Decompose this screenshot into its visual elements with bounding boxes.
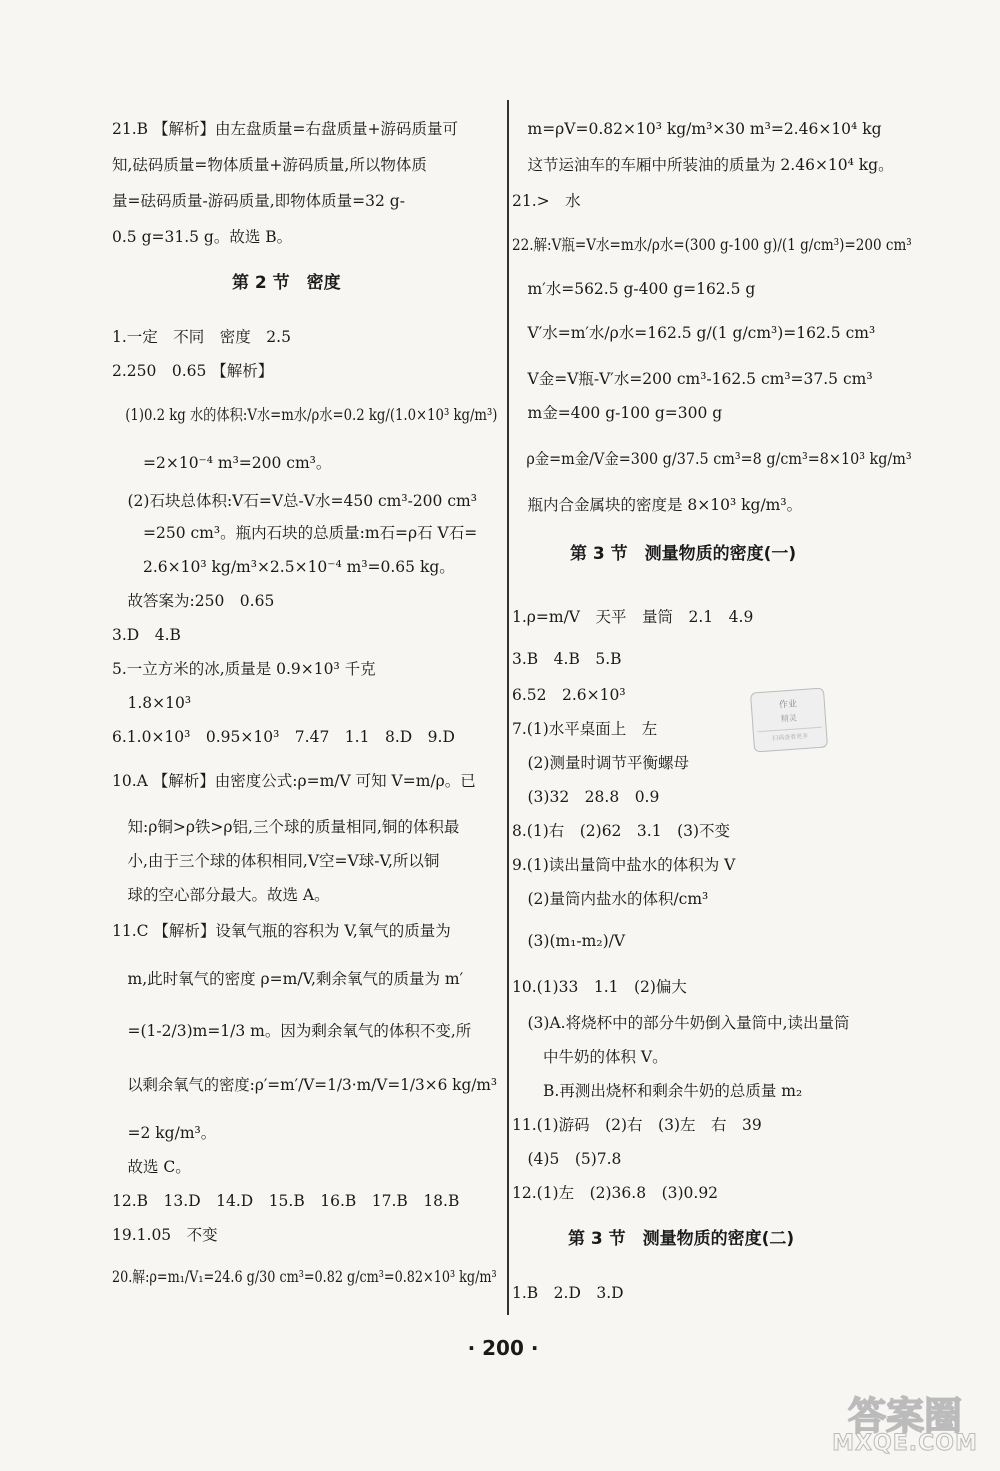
stamp-line3: 扫码查看更多 [758,727,823,743]
answer-line: 1.ρ=m/V 天平 量筒 2.1 4.9 [512,608,754,626]
answer-line: m′水=562.5 g-400 g=162.5 g [512,280,756,298]
answer-line: 21.B 【解析】由左盘质量=右盘质量+游码质量可 [112,120,458,138]
answer-line: 6.1.0×10³ 0.95×10³ 7.47 1.1 8.D 9.D [112,728,455,746]
answer-line: 20.解:ρ=m₁/V₁=24.6 g/30 cm³=0.82 g/cm³=0.82×10³ kg/m³ [112,1268,497,1286]
watermark-line2: MXQE.COM [832,1431,978,1456]
answer-line: 7.(1)水平桌面上 左 [512,720,658,738]
answer-line: 中牛奶的体积 V。 [512,1048,668,1066]
answer-line: 1.8×10³ [112,694,192,712]
answer-line: 2.250 0.65 【解析】 [112,362,274,380]
answer-line: =(1-2/3)m=1/3 m。因为剩余氧气的体积不变,所 [112,1022,472,1040]
answer-line: (2)量筒内盐水的体积/cm³ [512,890,709,908]
section-heading-measure-density-2: 第 3 节 测量物质的密度(二) [568,1229,795,1249]
answer-line: V′水=m′水/ρ水=162.5 g/(1 g/cm³)=162.5 cm³ [512,324,876,342]
answer-line: 故答案为:250 0.65 [112,592,275,610]
answer-line: 22.解:V瓶=V水=m水/ρ水=(300 g-100 g)/(1 g/cm³)=200 cm³ [512,236,912,254]
answer-line: 11.C 【解析】设氧气瓶的容积为 V,氧气的质量为 [112,922,451,940]
answer-line: 6.52 2.6×10³ [512,686,626,704]
answer-line: 球的空心部分最大。故选 A。 [112,886,330,904]
answer-line: 9.(1)读出量筒中盐水的体积为 V [512,856,736,874]
answer-line: 11.(1)游码 (2)右 (3)左 右 39 [512,1116,762,1134]
column-divider [507,100,509,1315]
answer-line: 21.> 水 [512,192,581,210]
answer-line: 以剩余氧气的密度:ρ′=m′/V=1/3·m/V=1/3×6 kg/m³ [112,1076,498,1094]
answer-line: 19.1.05 不变 [112,1226,218,1244]
answer-line: 瓶内合金属块的密度是 8×10³ kg/m³。 [512,496,803,514]
answer-line: 这节运油车的车厢中所装油的质量为 2.46×10⁴ kg。 [512,156,894,174]
answer-line: (2)石块总体积:V石=V总-V水=450 cm³-200 cm³ [112,492,477,510]
stamp-line1: 作业 [778,699,798,711]
answer-line: V金=V瓶-V′水=200 cm³-162.5 cm³=37.5 cm³ [512,370,873,388]
answer-line: 0.5 g=31.5 g。故选 B。 [112,228,293,246]
answer-line: 10.A 【解析】由密度公式:ρ=m/V 可知 V=m/ρ。已 [112,772,476,790]
answer-line: 故选 C。 [112,1158,191,1176]
answer-line: 8.(1)右 (2)62 3.1 (3)不变 [512,822,731,840]
answer-line: m=ρV=0.82×10³ kg/m³×30 m³=2.46×10⁴ kg [512,120,882,138]
answer-line: 12.B 13.D 14.D 15.B 16.B 17.B 18.B [112,1192,460,1210]
answer-line: 知,砝码质量=物体质量+游码质量,所以物体质 [112,156,427,174]
answer-line: (4)5 (5)7.8 [512,1150,622,1168]
answer-line: (3)32 28.8 0.9 [512,788,660,806]
answer-line: m,此时氧气的密度 ρ=m/V,剩余氧气的质量为 m′ [112,970,464,988]
answer-line: (2)测量时调节平衡螺母 [512,754,689,772]
answer-line: ρ金=m金/V金=300 g/37.5 cm³=8 g/cm³=8×10³ kg/m³ [512,450,912,468]
answer-line: 知:ρ铜>ρ铁>ρ铝,三个球的质量相同,铜的体积最 [112,818,460,836]
answer-line: 5.一立方米的冰,质量是 0.9×10³ 千克 [112,660,376,678]
section-heading-density: 第 2 节 密度 [232,273,341,293]
answer-line: 12.(1)左 (2)36.8 (3)0.92 [512,1184,719,1202]
answer-line: (3)A.将烧杯中的部分牛奶倒入量筒中,读出量筒 [512,1014,850,1032]
answer-line: 3.D 4.B [112,626,181,644]
answer-line: 10.(1)33 1.1 (2)偏大 [512,978,687,996]
page-number: · 200 · [467,1336,539,1360]
answer-line: 3.B 4.B 5.B [512,650,622,668]
answer-line: m金=400 g-100 g=300 g [512,404,723,422]
answer-line: =250 cm³。瓶内石块的总质量:m石=ρ石 V石= [112,524,478,542]
answer-line: =2×10⁻⁴ m³=200 cm³。 [112,454,332,472]
answer-line: 2.6×10³ kg/m³×2.5×10⁻⁴ m³=0.65 kg。 [112,558,455,576]
watermark-logo [820,1385,990,1465]
answer-line: 1.B 2.D 3.D [512,1284,624,1302]
answer-line: 1.一定 不同 密度 2.5 [112,328,291,346]
answer-line: B.再测出烧杯和剩余牛奶的总质量 m₂ [512,1082,803,1100]
answer-line: 量=砝码质量-游码质量,即物体质量=32 g- [112,192,405,210]
answer-line: (1)0.2 kg 水的体积:V水=m水/ρ水=0.2 kg/(1.0×10³ kg/m³) [112,406,498,424]
stamp-logo [750,687,828,752]
answer-line: 小,由于三个球的体积相同,V空=V球-V,所以铜 [112,852,440,870]
watermark-line1: 答案圈 [847,1394,962,1438]
stamp-line2: 精灵 [780,713,798,724]
answer-line: (3)(m₁-m₂)/V [512,932,626,950]
section-heading-measure-density-1: 第 3 节 测量物质的密度(一) [570,544,797,564]
answer-line: =2 kg/m³。 [112,1124,217,1142]
